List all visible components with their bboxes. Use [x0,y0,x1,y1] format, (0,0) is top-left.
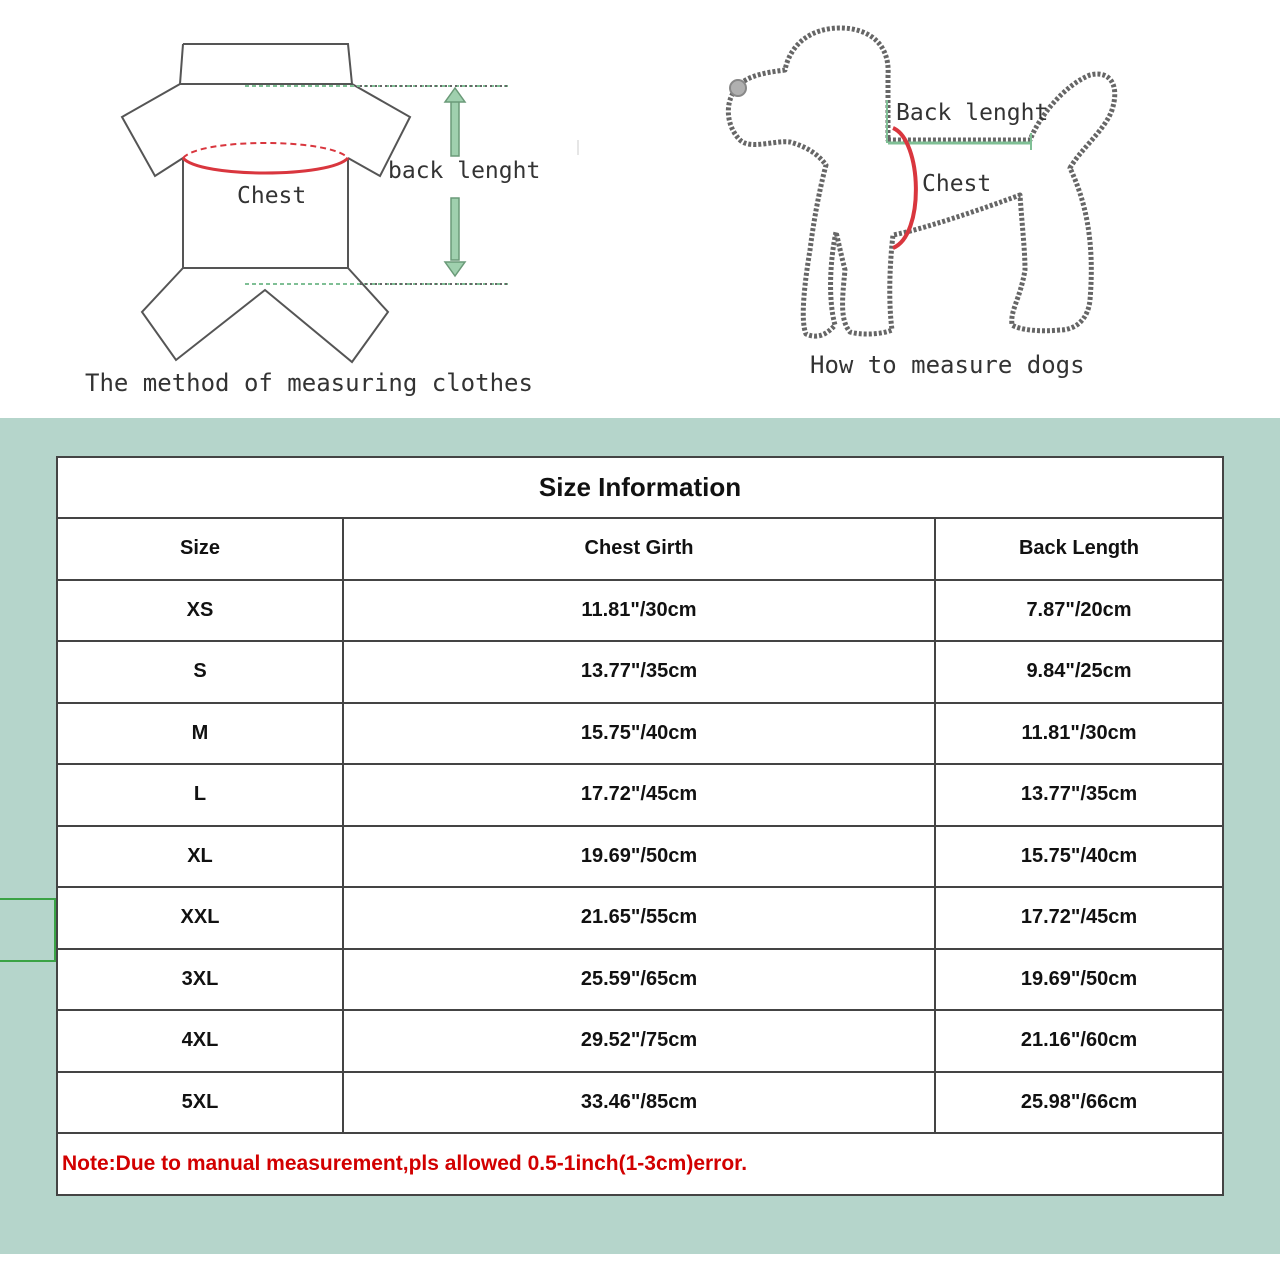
measurement-diagrams [0,0,1280,418]
clothes-chest-label: Chest [237,183,307,209]
back-length-cell: 17.72"/45cm [935,887,1223,949]
table-row [57,949,1223,1011]
table-title-row [57,457,1223,518]
dog-chest-label: Chest [922,171,992,197]
measurement-note: Note:Due to manual measurement,pls allowed 0.5-1inch(1-3cm)error. [57,1133,1223,1195]
table-row [57,1072,1223,1134]
size-cell: XS [57,580,343,642]
size-cell: XL [57,826,343,888]
size-cell: XXL [57,887,343,949]
size-information-table [56,456,1224,1196]
clothes-caption: The method of measuring clothes [85,369,533,397]
chest-girth-cell: 25.59"/65cm [343,949,935,1011]
size-cell: M [57,703,343,765]
table-row [57,580,1223,642]
clothes-back-length-label: back lenght [388,158,541,184]
note-row [57,1133,1223,1195]
dog-nose-icon [730,80,746,96]
header-size: Size [57,518,343,580]
dog-caption: How to measure dogs [810,351,1085,379]
table-header-row [57,518,1223,580]
header-back-length: Back Length [935,518,1223,580]
size-cell: 5XL [57,1072,343,1134]
clothes-chest-marker [183,143,348,173]
back-length-cell: 15.75"/40cm [935,826,1223,888]
back-length-cell: 9.84"/25cm [935,641,1223,703]
table-body [57,580,1223,1134]
row-selection-marker [0,898,56,962]
back-length-cell: 21.16"/60cm [935,1010,1223,1072]
diagram-drawing [0,0,1280,418]
table-row [57,826,1223,888]
table-row [57,1010,1223,1072]
table-row [57,641,1223,703]
size-cell: 4XL [57,1010,343,1072]
chest-girth-cell: 33.46"/85cm [343,1072,935,1134]
chest-girth-cell: 13.77"/35cm [343,641,935,703]
table-row [57,764,1223,826]
table-row [57,887,1223,949]
back-length-cell: 19.69"/50cm [935,949,1223,1011]
table-title: Size Information [57,457,1223,518]
size-cell: S [57,641,343,703]
header-chest-girth: Chest Girth [343,518,935,580]
chest-girth-cell: 15.75"/40cm [343,703,935,765]
size-cell: 3XL [57,949,343,1011]
table-row [57,703,1223,765]
back-length-cell: 11.81"/30cm [935,703,1223,765]
chest-girth-cell: 21.65"/55cm [343,887,935,949]
dog-back-length-label: Back lenght [896,100,1049,126]
chest-girth-cell: 17.72"/45cm [343,764,935,826]
chest-girth-cell: 11.81"/30cm [343,580,935,642]
chest-girth-cell: 19.69"/50cm [343,826,935,888]
chest-girth-cell: 29.52"/75cm [343,1010,935,1072]
back-length-cell: 7.87"/20cm [935,580,1223,642]
back-length-cell: 25.98"/66cm [935,1072,1223,1134]
size-cell: L [57,764,343,826]
back-length-cell: 13.77"/35cm [935,764,1223,826]
